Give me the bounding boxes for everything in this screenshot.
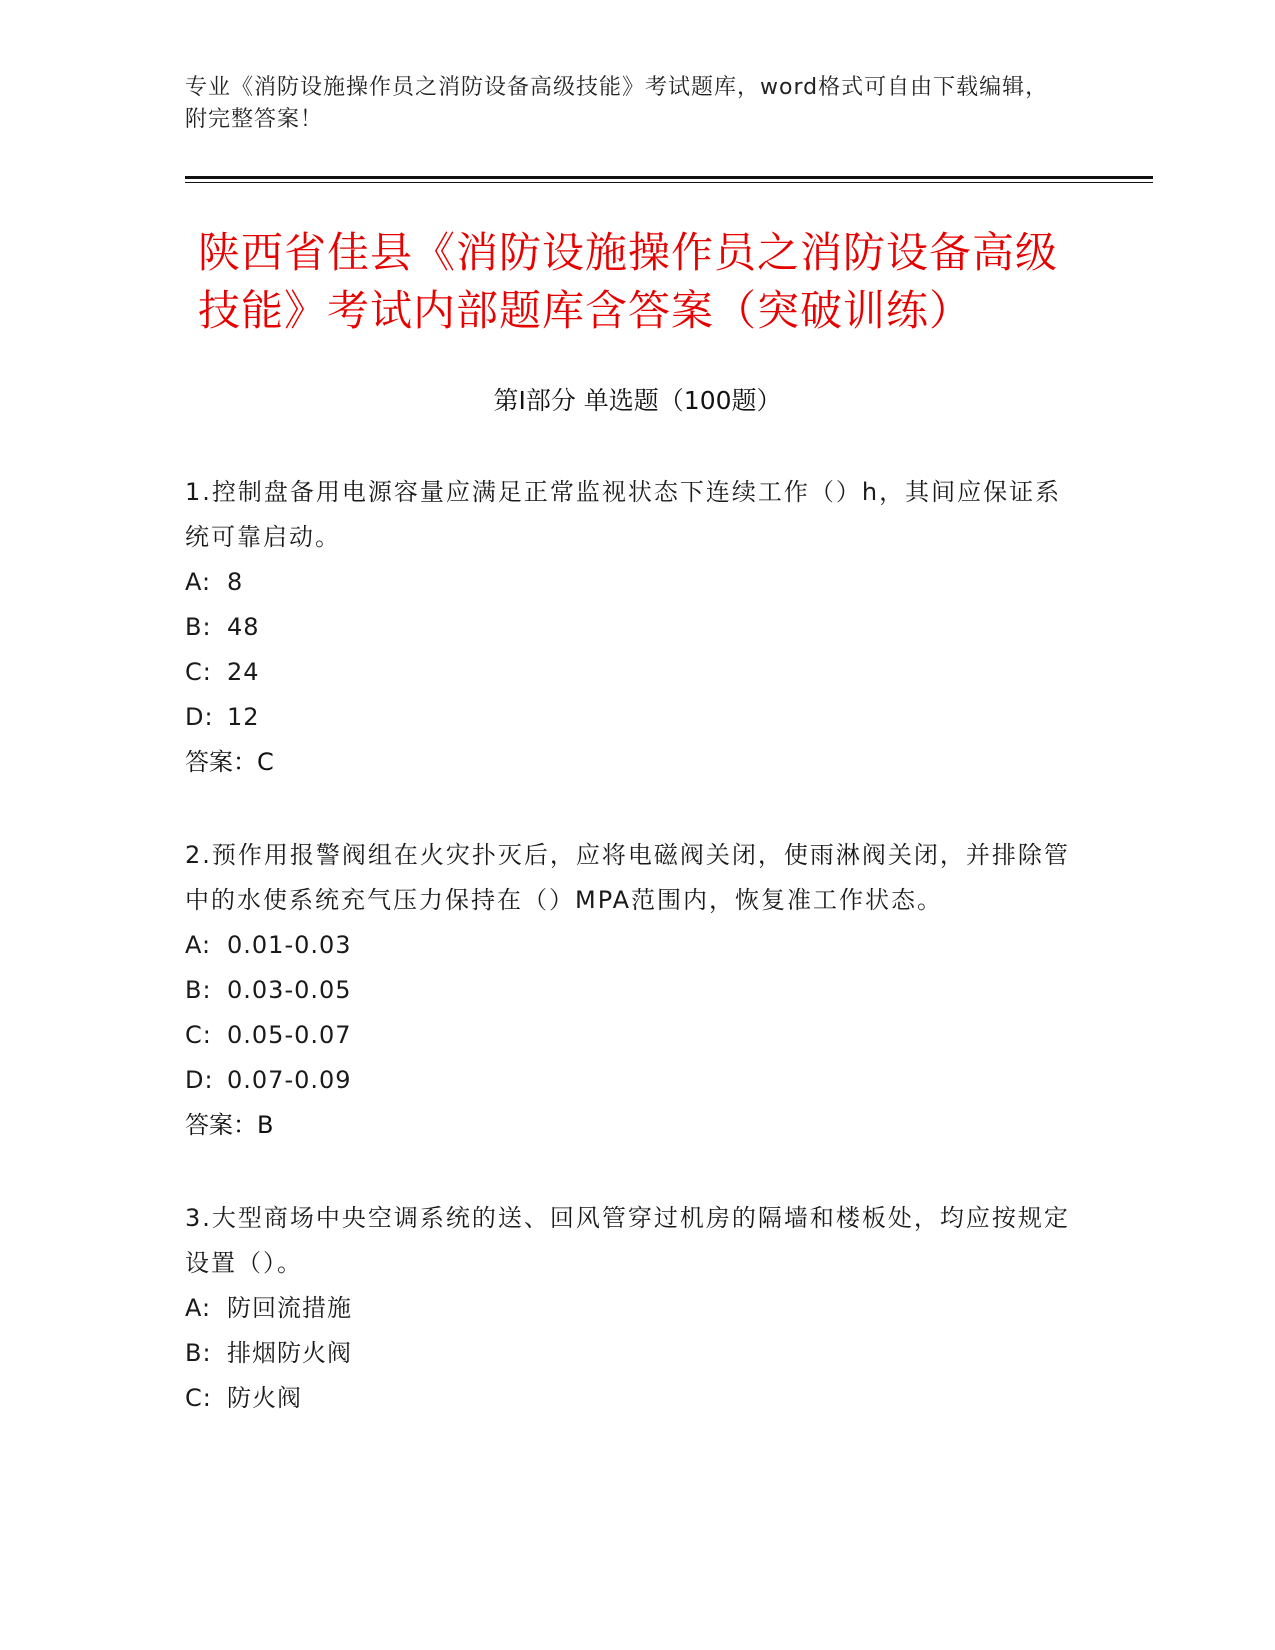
- question-option: [185, 1058, 1085, 1103]
- header-rule-thick: [185, 176, 1153, 179]
- question-option: [185, 1286, 1085, 1331]
- option-letter: C:: [185, 658, 212, 686]
- question-option: [185, 968, 1085, 1013]
- option-letter: B:: [185, 1339, 212, 1367]
- document-title: 陕西省佳县《消防设施操作员之消防设备高级技能》考试内部题库含答案（突破训练）: [198, 228, 1059, 335]
- option-text: 防回流措施: [227, 1294, 352, 1322]
- option-text: 24: [227, 658, 260, 686]
- answer-value: C: [257, 748, 274, 776]
- question-stem: 2.预作用报警阀组在火灾扑灭后，应将电磁阀关闭，使雨淋阀关闭，并排除管中的水使系统充气压力保持在（）MPA范围内，恢复准工作状态。: [185, 841, 1070, 914]
- question-option: [185, 695, 1085, 740]
- answer-label: 答案：: [185, 1111, 257, 1139]
- answer-line: [185, 740, 1085, 785]
- question-option: [185, 560, 1085, 605]
- option-letter: D:: [185, 1066, 214, 1094]
- option-letter: D:: [185, 703, 214, 731]
- option-text: 12: [227, 703, 260, 731]
- option-text: 0.05-0.07: [227, 1021, 352, 1049]
- option-letter: A:: [185, 568, 212, 596]
- option-text: 排烟防火阀: [227, 1339, 352, 1367]
- question-item: [185, 1196, 1085, 1421]
- question-option: [185, 923, 1085, 968]
- question-item: [185, 470, 1085, 785]
- question-item: [185, 833, 1085, 1148]
- answer-value: B: [257, 1111, 274, 1139]
- question-option: [185, 650, 1085, 695]
- question-list: [185, 470, 1085, 1469]
- answer-label: 答案：: [185, 748, 257, 776]
- option-text: 0.03-0.05: [227, 976, 352, 1004]
- question-option: [185, 1331, 1085, 1376]
- option-text: 48: [227, 613, 260, 641]
- question-stem: 1.控制盘备用电源容量应满足正常监视状态下连续工作（）h，其间应保证系统可靠启动。: [185, 478, 1062, 551]
- option-text: 8: [227, 568, 244, 596]
- header-note: 专业《消防设施操作员之消防设备高级技能》考试题库，word格式可自由下载编辑，附完整答案！: [185, 75, 1049, 132]
- question-option: [185, 1013, 1085, 1058]
- option-text: 防火阀: [227, 1384, 302, 1412]
- option-letter: A:: [185, 1294, 212, 1322]
- section-title: 第Ⅰ部分 单选题（100题）: [493, 386, 782, 415]
- option-letter: A:: [185, 931, 212, 959]
- option-letter: B:: [185, 976, 212, 1004]
- option-letter: B:: [185, 613, 212, 641]
- question-option: [185, 1376, 1085, 1421]
- question-stem: 3.大型商场中央空调系统的送、回风管穿过机房的隔墙和楼板处，均应按规定设置（）。: [185, 1204, 1070, 1277]
- option-text: 0.07-0.09: [227, 1066, 352, 1094]
- question-option: [185, 605, 1085, 650]
- header-rule-thin: [185, 182, 1153, 183]
- answer-line: [185, 1103, 1085, 1148]
- option-letter: C:: [185, 1021, 212, 1049]
- option-text: 0.01-0.03: [227, 931, 352, 959]
- option-letter: C:: [185, 1384, 212, 1412]
